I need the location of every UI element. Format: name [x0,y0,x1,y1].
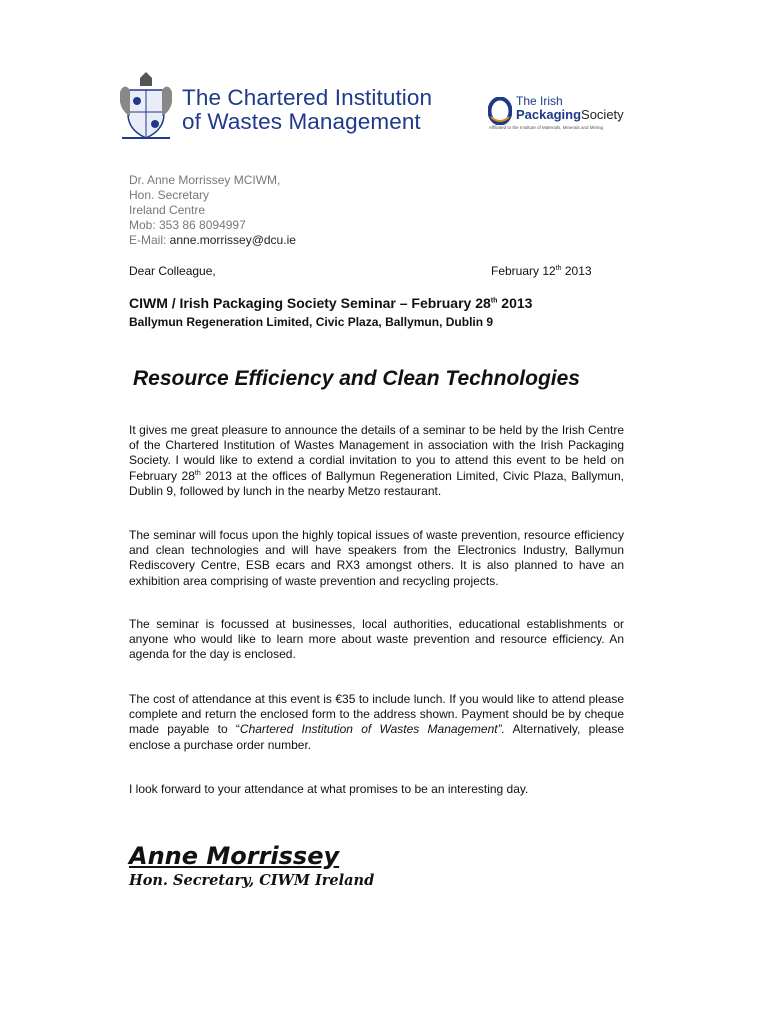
seminar-suffix: 2013 [497,295,533,311]
p4-payee: Chartered Institution of Wastes Management”. [239,722,505,737]
seminar-venue: Ballymun Regeneration Limited, Civic Plaza, Ballymun, Dublin 9 [129,315,494,329]
sender-name: Dr. Anne Morrissey MCIWM, [129,173,281,187]
paragraph-4 [129,692,624,753]
paragraph-3: The seminar is focussed at businesses, local authorities, educational establishments or anyone who would like to learn more about waste prevention and resource efficiency. An agenda for the day is enclosed. [129,617,624,662]
greeting: Dear Colleague, [129,264,216,278]
ips-word-society: Society [581,107,624,122]
sender-address [129,173,296,248]
letter-date [491,264,592,278]
date-year: 2013 [561,264,592,278]
ips-line1: The Irish [516,94,563,108]
ciwm-crest-logo [118,72,174,142]
paragraph-5: I look forward to your attendance at what promises to be an interesting day. [129,782,529,796]
p1-sup: th [194,469,201,477]
sender-email: anne.morrissey@dcu.ie [169,233,296,247]
ips-tagline: Affiliated to the Institute of Materials, Minerals and Mining [489,125,603,130]
seminar-heading [129,295,532,311]
date-suffix: th [555,265,562,272]
ips-logo [488,94,628,134]
p4-text-a: The cost of attendance at this event is €35 to include lunch. If you would like to attend please complete and return the enclosed form to the address shown. Payment should be by cheque made payable to “ [129,692,624,737]
sender-role: Hon. Secretary [129,188,210,202]
paragraph-2: The seminar will focus upon the highly topical issues of waste prevention, resource efficiency and clean technologies and will have speakers from the Electronics Industry, Ballymun Rediscovery Centre, ESB ecars and RX3 amongst others. It is also planned to have an exhibition area comprising of waste prevention and recycling projects. [129,528,624,588]
seminar-title: Resource Efficiency and Clean Technologies [133,367,580,390]
ciwm-name-line1: The Chartered Institution [182,85,433,110]
ips-line2 [516,107,624,122]
ips-o-mark-icon [488,97,512,125]
sender-email-label: E-Mail: [129,233,170,247]
signature-role: Hon. Secretary, CIWM Ireland [129,872,375,889]
p4-text-b: Alternatively, please enclose a purchase order number. [129,722,625,752]
sender-mobile: Mob: 353 86 8094997 [129,218,246,232]
seminar-prefix: CIWM / Irish Packaging Society Seminar – February 28 [129,295,491,311]
p1-text-b: 2013 at the offices of Ballymun Regeneration Limited, Civic Plaza, Ballymun, Dublin 9, followed by lunch in the nearby Metzo restaurant. [129,468,624,498]
signature-name: Anne Morrissey [129,842,340,870]
sender-centre: Ireland Centre [129,203,206,217]
paragraph-1 [129,423,624,499]
ciwm-name [182,86,432,134]
p1-text-a: It gives me great pleasure to announce the details of a seminar to be held by the Irish Centre of the Chartered Institution of Wastes Management in association with the Irish Packaging Society. I would like to extend a cordial invitation to you to attend this event to be held on February 28 [129,423,624,483]
ips-word-packaging: Packaging [516,107,582,122]
sender-email-line [129,233,296,248]
ciwm-name-line2: of Wastes Management [182,109,421,134]
date-prefix: February 12 [491,264,556,278]
seminar-sup: th [490,297,498,305]
